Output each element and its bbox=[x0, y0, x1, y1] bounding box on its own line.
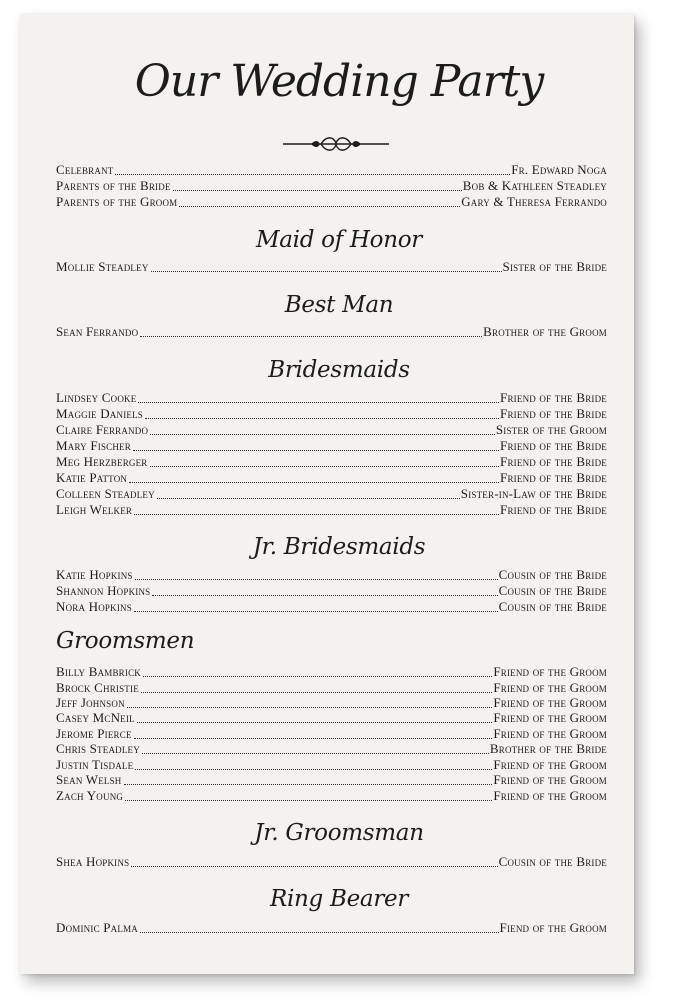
person-name: Casey McNeil bbox=[56, 710, 135, 725]
person-name: Bob & Kathleen Steadley bbox=[462, 178, 607, 193]
dot-leader bbox=[129, 482, 499, 483]
person-name: Katie Patton bbox=[56, 470, 128, 485]
relation: Friend of the Bride bbox=[500, 470, 607, 485]
list-item bbox=[56, 470, 607, 486]
dot-leader bbox=[179, 206, 460, 207]
person-name: Mary Fischer bbox=[56, 438, 131, 453]
person-name: Meg Herzberger bbox=[56, 454, 148, 469]
section-title-ring-bearer: Ring Bearer bbox=[269, 886, 409, 912]
person-name: Claire Ferrando bbox=[56, 422, 149, 437]
list-item bbox=[56, 710, 607, 726]
dot-leader bbox=[127, 707, 493, 708]
section-title-jr-groomsman: Jr. Groomsman bbox=[254, 820, 424, 846]
list-item bbox=[56, 438, 607, 454]
person-name: Jerome Pierce bbox=[56, 726, 132, 741]
dot-leader bbox=[142, 753, 489, 754]
list-item bbox=[56, 194, 607, 210]
dot-leader bbox=[140, 336, 482, 337]
dot-leader bbox=[143, 676, 492, 677]
person-name: Nora Hopkins bbox=[56, 599, 132, 614]
role-label: Parents of the Bride bbox=[56, 178, 171, 193]
dot-leader bbox=[145, 418, 499, 419]
role-label: Parents of the Groom bbox=[56, 194, 178, 209]
relation: Cousin of the Bride bbox=[498, 599, 607, 614]
list-item bbox=[56, 757, 607, 773]
list-item bbox=[56, 502, 607, 518]
dot-leader bbox=[135, 769, 492, 770]
list-item bbox=[56, 680, 607, 696]
relation: Friend of the Groom bbox=[493, 664, 607, 679]
list-item bbox=[56, 486, 607, 502]
section-title-maid-of-honor: Maid of Honor bbox=[256, 227, 422, 253]
person-name: Dominic Palma bbox=[56, 920, 138, 935]
person-name: Gary & Theresa Ferrando bbox=[461, 194, 607, 209]
person-name: Brock Christie bbox=[56, 680, 139, 695]
dot-leader bbox=[151, 271, 502, 272]
dot-leader bbox=[150, 434, 495, 435]
person-name: Maggie Daniels bbox=[56, 406, 143, 421]
relation: Fiend of the Groom bbox=[499, 920, 607, 935]
person-name: Shannon Hopkins bbox=[56, 583, 151, 598]
relation: Friend of the Groom bbox=[493, 757, 607, 772]
list-item bbox=[56, 772, 607, 788]
list-item bbox=[56, 406, 607, 422]
dot-leader bbox=[124, 784, 493, 785]
list-item bbox=[56, 178, 607, 194]
dot-leader bbox=[140, 932, 499, 933]
list-item bbox=[56, 454, 607, 470]
list-item bbox=[56, 664, 607, 680]
relation: Brother of the Groom bbox=[483, 324, 607, 339]
dot-leader bbox=[135, 579, 498, 580]
dot-leader bbox=[173, 190, 462, 191]
dot-leader bbox=[150, 466, 500, 467]
person-name: Leigh Welker bbox=[56, 502, 133, 517]
relation: Friend of the Groom bbox=[493, 726, 607, 741]
list-item bbox=[56, 726, 607, 742]
person-name: Jeff Johnson bbox=[56, 695, 125, 710]
person-name: Chris Steadley bbox=[56, 741, 140, 756]
dot-leader bbox=[134, 611, 498, 612]
list-item bbox=[56, 599, 607, 615]
person-name: Katie Hopkins bbox=[56, 567, 133, 582]
list-item bbox=[56, 741, 607, 757]
relation: Friend of the Bride bbox=[500, 438, 607, 453]
flourish-ornament-icon bbox=[281, 134, 391, 154]
list-item bbox=[56, 695, 607, 711]
list-item bbox=[56, 788, 607, 804]
list-item bbox=[56, 324, 607, 340]
dot-leader bbox=[157, 498, 460, 499]
list-item bbox=[56, 854, 607, 870]
person-name: Sean Ferrando bbox=[56, 324, 139, 339]
list-item bbox=[56, 259, 607, 275]
role-label: Celebrant bbox=[56, 162, 114, 177]
section-title-best-man: Best Man bbox=[284, 292, 394, 318]
relation: Friend of the Groom bbox=[493, 788, 607, 803]
relation: Friend of the Groom bbox=[493, 680, 607, 695]
dot-leader bbox=[138, 402, 499, 403]
relation: Friend of the Groom bbox=[493, 772, 607, 787]
section-title-jr-bridesmaids: Jr. Bridesmaids bbox=[252, 534, 426, 560]
person-name: Billy Bambrick bbox=[56, 664, 141, 679]
section-title-groomsmen: Groomsmen bbox=[56, 628, 195, 654]
relation: Cousin of the Bride bbox=[498, 567, 607, 582]
person-name: Shea Hopkins bbox=[56, 854, 130, 869]
person-name: Zach Young bbox=[56, 788, 124, 803]
list-item bbox=[56, 422, 607, 438]
dot-leader bbox=[152, 595, 497, 596]
dot-leader bbox=[137, 722, 493, 723]
relation: Friend of the Bride bbox=[500, 406, 607, 421]
relation: Friend of the Groom bbox=[493, 710, 607, 725]
dot-leader bbox=[133, 450, 499, 451]
relation: Sister-in-Law of the Bride bbox=[460, 486, 607, 501]
list-item bbox=[56, 162, 607, 178]
relation: Cousin of the Bride bbox=[498, 854, 607, 869]
dot-leader bbox=[131, 866, 497, 867]
person-name: Fr. Edward Noga bbox=[511, 162, 607, 177]
dot-leader bbox=[134, 514, 499, 515]
person-name: Mollie Steadley bbox=[56, 259, 149, 274]
list-item bbox=[56, 390, 607, 406]
relation: Sister of the Bride bbox=[502, 259, 607, 274]
relation: Sister of the Groom bbox=[495, 422, 607, 437]
dot-leader bbox=[125, 800, 492, 801]
person-name: Justin Tisdale bbox=[56, 757, 134, 772]
relation: Friend of the Bride bbox=[500, 454, 607, 469]
dot-leader bbox=[115, 174, 510, 175]
section-title-bridesmaids: Bridesmaids bbox=[268, 357, 410, 383]
person-name: Colleen Steadley bbox=[56, 486, 155, 501]
relation: Friend of the Bride bbox=[500, 502, 607, 517]
list-item bbox=[56, 567, 607, 583]
dot-leader bbox=[134, 738, 493, 739]
page-title: Our Wedding Party bbox=[134, 56, 544, 107]
relation: Cousin of the Bride bbox=[498, 583, 607, 598]
person-name: Sean Welsh bbox=[56, 772, 122, 787]
list-item bbox=[56, 920, 607, 936]
list-item bbox=[56, 583, 607, 599]
dot-leader bbox=[141, 692, 492, 693]
person-name: Lindsey Cooke bbox=[56, 390, 137, 405]
relation: Friend of the Bride bbox=[500, 390, 607, 405]
relation: Friend of the Groom bbox=[493, 695, 607, 710]
relation: Brother of the Bride bbox=[489, 741, 607, 756]
